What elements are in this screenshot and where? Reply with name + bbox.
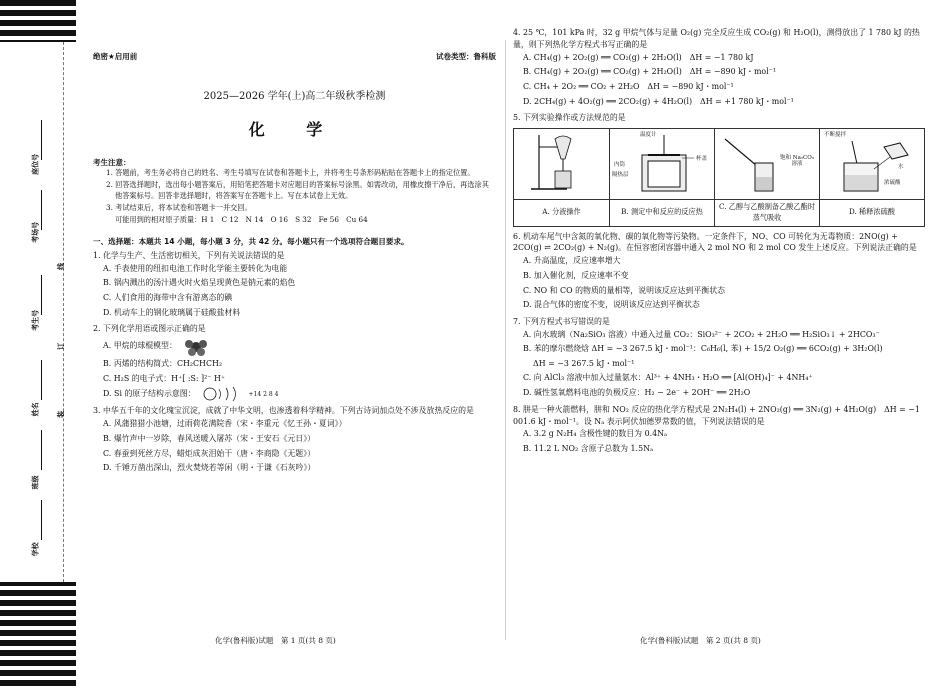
thermometer-label: 温度计 [640, 132, 657, 138]
school-line [41, 500, 42, 540]
question-7 [513, 316, 925, 401]
question-stem: 2. 下列化学用语或图示正确的是 [93, 324, 206, 334]
binding-ding-mark: 订 [56, 342, 66, 350]
right-column [513, 24, 925, 457]
exam-title: 2025—2026 学年(上)高二年级秋季检测 [203, 91, 386, 103]
insulation-label: 隔热层 [612, 172, 629, 178]
question-4 [513, 27, 925, 109]
option [93, 386, 496, 402]
question-stem: 8. 肼是一种火箭燃料，肼和 NO₂ 反应的热化学方程式是 2N₂H₄(l) + 2NO₂(g) ══ 3N₂(g) + 4H₂O(g) ΔH = −1 001.6 kJ・mol⁻¹。设 Nₐ 表示阿伏加德罗常数的值，下列说法错误的是 [513, 404, 920, 426]
notice-item: 2. 回答选择题时，选出每小题答案后，用铅笔把答题卡对应题目的答案标号涂黑。如需改动，用橡皮擦干净后，再选涂其他答案标号。回答非选择题时，将答案写在答题卡上。写在本试卷上无效。 [106, 180, 489, 200]
option: A. 3.2 g N₂H₄ 含极性键的数目为 0.4Nₐ [523, 429, 668, 439]
notice-item: 3. 考试结束后，将本试卷和答题卡一并交回。 [106, 202, 252, 212]
option: C. NO 和 CO 的物质的量相等，说明该反应达到平衡状态 [523, 285, 725, 295]
option: C. 人们食用的海带中含有游离态的碘 [103, 293, 233, 303]
caption-c: C. 乙醇与乙酸制备乙酸乙酯时蒸气吸收 [715, 199, 820, 226]
footer-page-2: 化学(鲁科版)试题 第 2 页(共 8 页) [640, 636, 761, 645]
option: D. 千锤万凿出深山，烈火焚烧若等闲（明・于谦《石灰吟》） [103, 463, 316, 473]
option: C. CH₄ + 2O₂ ══ CO₂ + 2H₂O ΔH = −890 kJ・mol⁻¹ [523, 81, 734, 91]
option: B. CH₄(g) + 2O₂(g) ══ CO₂(g) + 2H₂O(l) ΔH = −890 kJ・mol⁻¹ [523, 67, 777, 77]
option: C. H₂S 的电子式：H⁺[ :S: ]²⁻ H⁺ [103, 373, 226, 383]
lid-label: 杯盖 [696, 156, 708, 162]
option: C. 春蚕到死丝方尽，蜡炬成灰泪始干（唐・李商隐《无题》） [103, 448, 315, 458]
option: A. CH₄(g) + 2O₂(g) ══ CO₂(g) + 2H₂O(l) ΔH = −1 780 kJ [523, 52, 754, 62]
secret-mark: 绝密★启用前 [93, 52, 138, 61]
calorimeter-figure [610, 129, 715, 200]
notice-heading: 考生注意： [93, 157, 131, 167]
question-stem: 5. 下列实验操作或方法规范的是 [513, 113, 626, 123]
caption-d: D. 稀释浓硫酸 [820, 199, 925, 226]
atomic-mass-line: 可能用到的相对原子质量：H 1 C 12 N 14 O 16 S 32 Fe 56 Cu 64 [115, 215, 368, 225]
option: A. 风蒲猎猎小池塘，过雨荷花满院香（宋・李重元《忆王孙・夏词》） [103, 419, 347, 429]
seat-label: 座位号 [31, 153, 40, 175]
examno-line [41, 275, 42, 315]
subject-title: 化 学 [248, 119, 341, 139]
question-stem: 7. 下列方程式书写错误的是 [513, 316, 610, 326]
column-divider [505, 40, 506, 640]
option: D. 碱性氢氧燃料电池的负极反应：H₂ − 2e⁻ + 2OH⁻ ══ 2H₂O [523, 388, 751, 398]
option: A. 手表使用的纽扣电池工作时化学能主要转化为电能 [103, 263, 288, 273]
question-6 [513, 231, 925, 313]
question-stem: 3. 中华五千年的文化瑰宝沉淀，成就了中华文明，也渗透着科学精神。下列古诗词加点处不涉及放热反应的是 [93, 406, 474, 416]
option-text: D. Si 的原子结构示意图： [103, 389, 196, 399]
name-label: 姓名 [31, 402, 40, 417]
section-heading: 一、选择题：本题共 14 小题，每小题 3 分，共 42 分。每小题只有一个选项符合题目要求。 [93, 237, 409, 247]
option: B. 锅内溅出的汤汁遇火时火焰呈现黄色是钠元素的焰色 [103, 278, 296, 288]
stir-label: 不断搅拌 [824, 132, 847, 138]
binding-dashed-line [63, 42, 64, 582]
experiment-table [513, 128, 925, 226]
inner-cup-label: 内筒 [614, 162, 626, 168]
question-2 [93, 323, 496, 402]
name-line [41, 360, 42, 400]
question-1 [93, 250, 496, 320]
option: D. 2CH₄(g) + 4O₂(g) ══ 2CO₂(g) + 4H₂O(l) ΔH = +1 780 kJ・mol⁻¹ [523, 96, 794, 106]
question-3 [93, 405, 496, 475]
option: B. 11.2 L NO₂ 含原子总数为 1.5Nₐ [523, 444, 654, 454]
option-continuation: ΔH = −3 267.5 kJ・mol⁻¹ [533, 358, 635, 368]
examno-label: 考生号 [31, 309, 40, 331]
room-label: 考场号 [31, 221, 40, 243]
seat-line [41, 120, 42, 160]
question-stem: 1. 化学与生产、生活密切相关，下列有关说法错误的是 [93, 250, 285, 260]
binding-line-mark: 线 [56, 262, 66, 270]
ester-absorption-figure [715, 129, 820, 200]
question-stem: 6. 机动车尾气中含氮的氧化物、碳的氧化物等污染物。一定条件下，NO、CO 可转化为无毒物质：2NO(g) + 2CO(g) ⇌ 2CO₂(g) + N₂(g)。在恒容密闭容器中通入 2 mol NO 和 2 mol CO 发生上述反应。下列说法正确的是 [513, 231, 917, 253]
room-line [41, 190, 42, 230]
option [93, 335, 496, 357]
option: B. 加入催化剂，反应速率不变 [523, 270, 629, 280]
methane-model-icon [183, 336, 209, 356]
atom-structure-diagram [202, 386, 246, 402]
question-5 [513, 112, 925, 226]
dilution-figure [820, 129, 925, 200]
separatory-funnel-figure [514, 129, 610, 200]
question-stem: 4. 25 ℃，101 kPa 时，32 g 甲烷气体与足量 O₂(g) 完全反应生成 CO₂(g) 和 H₂O(l)，测得放出了 1 780 kJ 的热量，则下列热化学方程式书写正确的是 [513, 28, 920, 49]
caption-b: B. 测定中和反应的反应热 [610, 199, 715, 226]
option: B. 苯的摩尔燃烧焓 ΔH = −3 267.5 kJ・mol⁻¹：C₆H₆(l, 苯) + 15/2 O₂(g) ══ 6CO₂(g) + 3H₂O(l) [523, 344, 883, 354]
water-label: 水 [898, 164, 904, 170]
class-line [41, 430, 42, 470]
class-label: 班级 [31, 475, 40, 490]
option: A. 向水玻璃（Na₂SiO₃ 溶液）中通入过量 CO₂：SiO₃²⁻ + 2CO₂ + 2H₂O ══ H₂SiO₃↓ + 2HCO₃⁻ [523, 329, 880, 339]
notice-item: 1. 答题前，考生务必将自己的姓名、考生号填写在试卷和答题卡上，并将考生号条形码粘贴在答题卡上的指定位置。 [106, 168, 475, 178]
question-8 [513, 404, 925, 457]
school-label: 学校 [31, 542, 40, 557]
paper-type: 试卷类型：鲁科版 [436, 52, 496, 61]
acid-label: 浓硫酸 [884, 180, 901, 186]
left-column [93, 52, 496, 476]
na2co3-label: 饱和 Na₂CO₃ 溶液 [780, 155, 814, 168]
option: B. 爆竹声中一岁除，春风送暖入屠苏（宋・王安石《元日》） [103, 433, 316, 443]
footer-page-1: 化学(鲁科版)试题 第 1 页(共 8 页) [215, 636, 336, 645]
page-header [93, 52, 496, 61]
option-text: A. 甲烷的球棍模型： [103, 341, 177, 351]
caption-a: A. 分液操作 [514, 199, 610, 226]
option: B. 丙烯的结构简式：CH₂CHCH₂ [103, 359, 223, 369]
notice-list [93, 168, 496, 213]
option: D. 混合气体的密度不变，说明该反应达到平衡状态 [523, 300, 700, 310]
option: C. 向 AlCl₃ 溶液中加入过量氨水：Al³⁺ + 4NH₃・H₂O ══ [Al(OH)₄]⁻ + 4NH₄⁺ [523, 373, 813, 383]
binding-zhuang-mark: 装 [56, 410, 66, 418]
option: A. 升高温度，反应速率增大 [523, 256, 621, 266]
atom-shell-numbers: +14 2 8 4 [248, 391, 279, 399]
option: D. 机动车上的钢化玻璃属于硅酸盐材料 [103, 307, 241, 317]
